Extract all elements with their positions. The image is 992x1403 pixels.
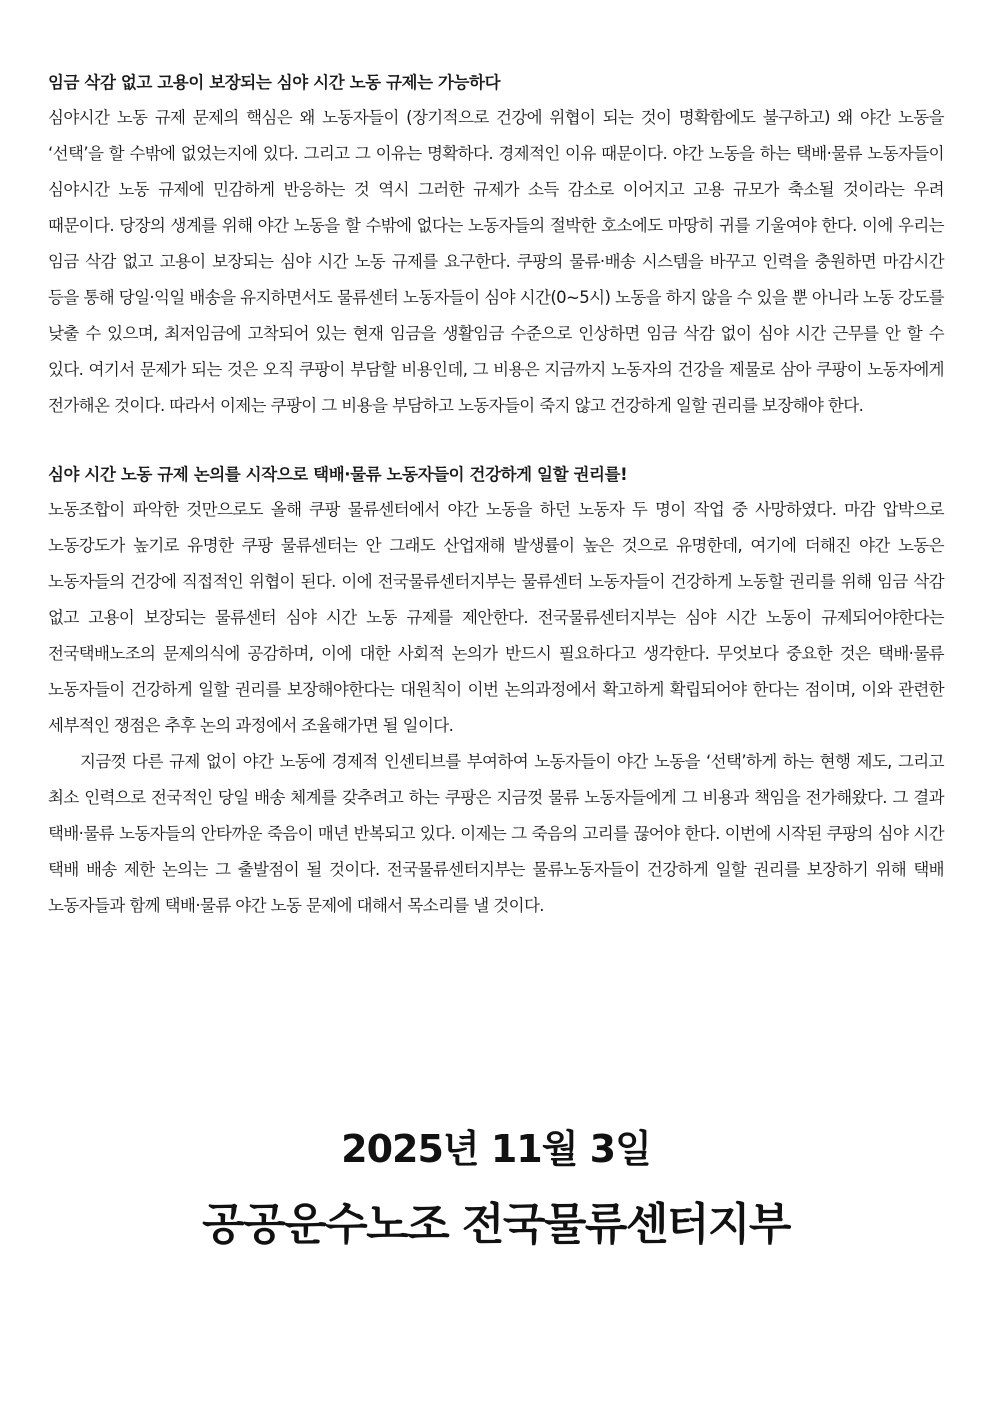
- organization-signature: 공공운수노조 전국물류센터지부: [202, 1199, 790, 1250]
- section-heading: 임금 삭감 없고 고용이 보장되는 심야 시간 노동 규제는 가능하다: [48, 73, 501, 92]
- body-paragraph: 심야시간 노동 규제 문제의 핵심은 왜 노동자들이 (장기적으로 건강에 위협이 되는 것이 명확함에도 불구하고) 왜 야간 노동을 ‘선택’을 할 수밖에 없었는지에 있다. 그리고 그 이유는 명확하다. 경제적인 이유 때문이다. 야간 노동을 하는 택배·물류 노동자들이 심야시간 노동 규제에 민감하게 반응하는 것 역시 그러한 규제가 소득 감소로 이어지고 고용 규모가 축소될 것이라는 우려 때문이다. 당장의 생계를 위해 야간 노동을 할 수밖에 없다는 노동자들의 절박한 호소에도 마땅히 귀를 기울여야 한다. 이에 우리는 임금 삭감 없고 고용이 보장되는 심야 시간 노동 규제를 요구한다. 쿠팡의 물류·배송 시스템을 바꾸고 인력을 충원하면 마감시간 등을 통해 당일·익일 배송을 유지하면서도 물류센터 노동자들이 심야 시간(0~5시) 노동을 하지 않을 수 있을 뿐 아니라 노동 강도를 낮출 수 있으며, 최저임금에 고착되어 있는 현재 임금을 생활임금 수준으로 인상하면 임금 삭감 없이 심야 시간 근무를 안 할 수 있다. 여기서 문제가 되는 것은 오직 쿠팡이 부담할 비용인데, 그 비용은 지금까지 노동자의 건강을 제물로 삼아 쿠팡이 노동자에게 전가해온 것이다. 따라서 이제는 쿠팡이 그 비용을 부담하고 노동자들이 죽지 않고 건강하게 일할 권리를 보장해야 한다.: [48, 108, 944, 415]
- section-right-to-health: [48, 458, 944, 924]
- statement-body: [48, 66, 944, 924]
- section-heading: 심야 시간 노동 규제 논의를 시작으로 택배·물류 노동자들이 건강하게 일할 권리를!: [48, 465, 628, 484]
- section-spacer: [48, 424, 944, 458]
- body-paragraph: 노동조합이 파악한 것만으로도 올해 쿠팡 물류센터에서 야간 노동을 하던 노동자 두 명이 작업 중 사망하였다. 마감 압박으로 노동강도가 높기로 유명한 쿠팡 물류센터는 안 그래도 산업재해 발생률이 높은 것으로 유명한데, 여기에 더해진 야간 노동은 노동자들의 건강에 직접적인 위협이 된다. 이에 전국물류센터지부는 물류센터 노동자들이 건강하게 노동할 권리를 위해 임금 삭감 없고 고용이 보장되는 물류센터 심야 시간 노동 규제를 제안한다. 전국물류센터지부는 심야 시간 노동이 규제되어야한다는 전국택배노조의 문제의식에 공감하며, 이에 대한 사회적 논의가 반드시 필요하다고 생각한다. 무엇보다 중요한 것은 택배·물류 노동자들이 건강하게 일할 권리를 보장해야한다는 대원칙이 이번 논의과정에서 확고하게 확립되어야 한다는 점이며, 이와 관련한 세부적인 쟁점은 추후 논의 과정에서 조율해가면 될 일이다.: [48, 500, 944, 735]
- section-wage-guarantee: [48, 66, 944, 424]
- body-paragraph: 지금껏 다른 규제 없이 야간 노동에 경제적 인센티브를 부여하여 노동자들이 야간 노동을 ‘선택’하게 하는 현행 제도, 그리고 최소 인력으로 전국적인 당일 배송 체계를 갖추려고 하는 쿠팡은 지금껏 물류 노동자들에게 그 비용과 책임을 전가해왔다. 그 결과 택배·물류 노동자들의 안타까운 죽음이 매년 반복되고 있다. 이제는 그 죽음의 고리를 끊어야 한다. 이번에 시작된 쿠팡의 심야 시간 택배 배송 제한 논의는 그 출발점이 될 것이다. 전국물류센터지부는 물류노동자들이 건강하게 일할 권리를 보장하기 위해 택배 노동자들과 함께 택배·물류 야간 노동 문제에 대해서 목소리를 낼 것이다.: [48, 752, 944, 915]
- statement-date: 2025년 11월 3일: [341, 1127, 651, 1171]
